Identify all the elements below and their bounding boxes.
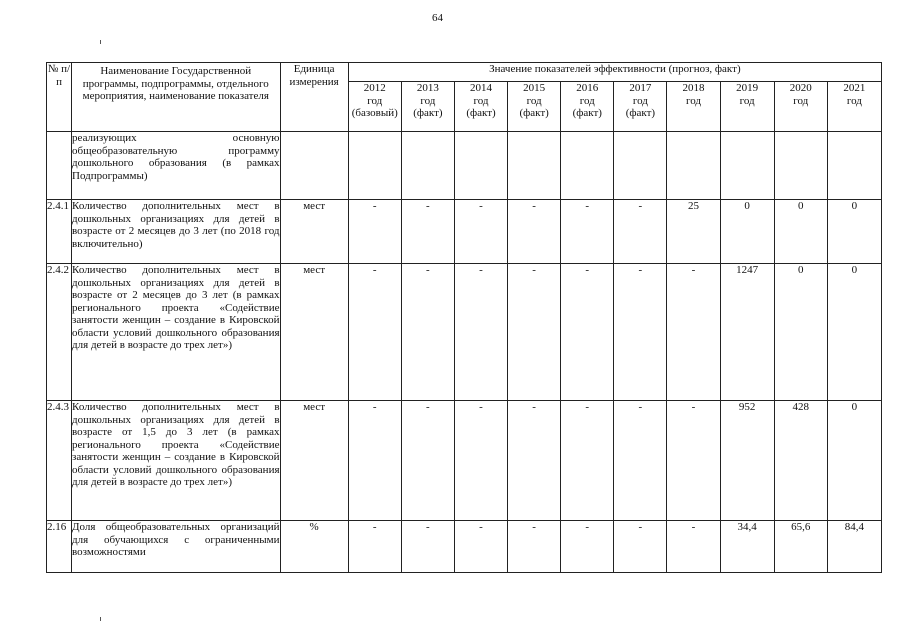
indicator-unit: мест: [280, 200, 348, 264]
header-year-2018: [667, 82, 720, 132]
value-cell: 0: [720, 200, 774, 264]
header-name: Наименование Государственной программы, подпрограммы, отдельного мероприятия, наименование показателя: [72, 63, 280, 132]
header-year-w1: год: [632, 94, 648, 107]
header-year-year: 2019: [736, 82, 759, 94]
value-cell: -: [348, 264, 401, 401]
indicator-unit: мест: [280, 264, 348, 401]
table-row: [47, 401, 882, 521]
header-year-year: 2020: [789, 82, 812, 94]
header-year-2020: [774, 82, 827, 132]
value-cell: [454, 132, 507, 200]
value-cell: -: [401, 521, 454, 573]
header-year-w2: (факт): [466, 107, 496, 119]
header-row-top: [47, 63, 882, 82]
value-cell: 1247: [720, 264, 774, 401]
indicator-unit: %: [280, 521, 348, 573]
header-year-year: 2013: [416, 82, 439, 94]
value-cell: [827, 132, 881, 200]
header-year-w1: год: [685, 94, 702, 107]
header-year-2014: [454, 82, 507, 132]
value-cell: -: [508, 401, 561, 521]
value-cell: 0: [774, 200, 827, 264]
header-year-year: 2012: [363, 82, 386, 94]
value-cell: -: [508, 264, 561, 401]
header-year-w1: год: [793, 94, 809, 107]
header-year-w1: год: [473, 94, 489, 107]
header-year-year: 2021: [843, 82, 866, 94]
scan-mark: [100, 40, 101, 44]
value-cell: 65,6: [774, 521, 827, 573]
indicator-unit: [280, 132, 348, 200]
table-row: [47, 200, 882, 264]
table-body: [47, 132, 882, 573]
row-number: 2.16: [47, 521, 72, 573]
indicator-unit: мест: [280, 401, 348, 521]
indicator-name: Количество дополнительных мест в дошкольных организациях для детей в возрасте от 1,5 до 3 лет (в рамках регионального проекта «Содействие занятости женщин – создание в Кировской области условий дошкольного образования для детей в возрасте до трех лет»): [72, 401, 280, 521]
row-number: 2.4.2: [47, 264, 72, 401]
table-row: [47, 521, 882, 573]
header-year-w1: год: [526, 94, 542, 107]
value-cell: 84,4: [827, 521, 881, 573]
value-cell: [401, 132, 454, 200]
header-year-year: 2016: [576, 82, 599, 94]
page-number: 64: [432, 12, 443, 24]
value-cell: -: [561, 401, 614, 521]
value-cell: -: [454, 521, 507, 573]
value-cell: -: [561, 200, 614, 264]
value-cell: 952: [720, 401, 774, 521]
header-year-2016: [561, 82, 614, 132]
value-cell: -: [508, 200, 561, 264]
value-cell: -: [667, 264, 720, 401]
header-year-w1: год: [739, 94, 755, 107]
value-cell: -: [454, 401, 507, 521]
value-cell: -: [508, 521, 561, 573]
value-cell: 0: [774, 264, 827, 401]
header-year-2013: [401, 82, 454, 132]
value-cell: [720, 132, 774, 200]
value-cell: 0: [827, 264, 881, 401]
value-cell: [667, 132, 720, 200]
value-cell: -: [454, 200, 507, 264]
header-year-w2: (факт): [625, 107, 656, 119]
row-number: [47, 132, 72, 200]
indicator-name: реализующих основную общеобразовательную программу дошкольного образования (в рамках Подпрограммы): [72, 132, 280, 200]
value-cell: -: [348, 200, 401, 264]
value-cell: -: [348, 521, 401, 573]
header-year-2021: [827, 82, 881, 132]
header-year-year: 2015: [523, 82, 546, 94]
value-cell: -: [561, 521, 614, 573]
header-unit: Единица измерения: [280, 63, 348, 132]
value-cell: -: [348, 401, 401, 521]
table-row: [47, 264, 882, 401]
value-cell: 0: [827, 401, 881, 521]
value-cell: 0: [827, 200, 881, 264]
header-year-w2: (базовый): [351, 107, 398, 119]
header-year-w2: (факт): [519, 107, 549, 119]
indicator-name: Количество дополнительных мест в дошкольных организациях для детей в возрасте от 2 месяцев до 3 лет (в рамках регионального проекта «Содействие занятости женщин – создание в Кировской области условий дошкольного образования для детей в возрасте до трех лет»): [72, 264, 280, 401]
table-row: [47, 132, 882, 200]
header-year-2012: [348, 82, 401, 132]
indicator-name: Количество дополнительных мест в дошкольных организациях для детей в возрасте от 2 месяцев до 3 лет (по 2018 год включительно): [72, 200, 280, 264]
value-cell: -: [667, 521, 720, 573]
value-cell: [774, 132, 827, 200]
value-cell: [348, 132, 401, 200]
header-year-w2: (факт): [413, 107, 443, 119]
indicator-name: Доля общеобразовательных организаций для обучающихся с ограниченными возможностями: [72, 521, 280, 573]
header-num: № п/п: [47, 63, 72, 132]
value-cell: 428: [774, 401, 827, 521]
value-cell: [614, 132, 667, 200]
value-cell: [561, 132, 614, 200]
header-year-w1: год: [420, 94, 436, 107]
header-year-2017: [614, 82, 667, 132]
value-cell: -: [614, 521, 667, 573]
header-year-w2: (факт): [572, 107, 602, 119]
header-year-year: 2017: [629, 82, 652, 94]
header-year-year: 2018: [682, 82, 705, 94]
row-number: 2.4.1: [47, 200, 72, 264]
value-cell: 25: [667, 200, 720, 264]
value-cell: 34,4: [720, 521, 774, 573]
value-cell: -: [667, 401, 720, 521]
value-cell: -: [561, 264, 614, 401]
header-year-w1: год: [846, 94, 862, 107]
header-year-2015: [508, 82, 561, 132]
header-year-w1: год: [367, 94, 383, 107]
value-cell: -: [614, 401, 667, 521]
value-cell: -: [454, 264, 507, 401]
value-cell: -: [401, 200, 454, 264]
header-year-2019: [720, 82, 774, 132]
row-number: 2.4.3: [47, 401, 72, 521]
value-cell: -: [401, 401, 454, 521]
scan-mark: [100, 617, 101, 621]
value-cell: [508, 132, 561, 200]
header-year-year: 2014: [470, 82, 492, 94]
indicators-table: [46, 62, 882, 573]
header-values-group: Значение показателей эффективности (прогноз, факт): [348, 63, 881, 82]
header-year-w1: год: [579, 94, 595, 107]
value-cell: -: [614, 264, 667, 401]
value-cell: -: [401, 264, 454, 401]
value-cell: -: [614, 200, 667, 264]
